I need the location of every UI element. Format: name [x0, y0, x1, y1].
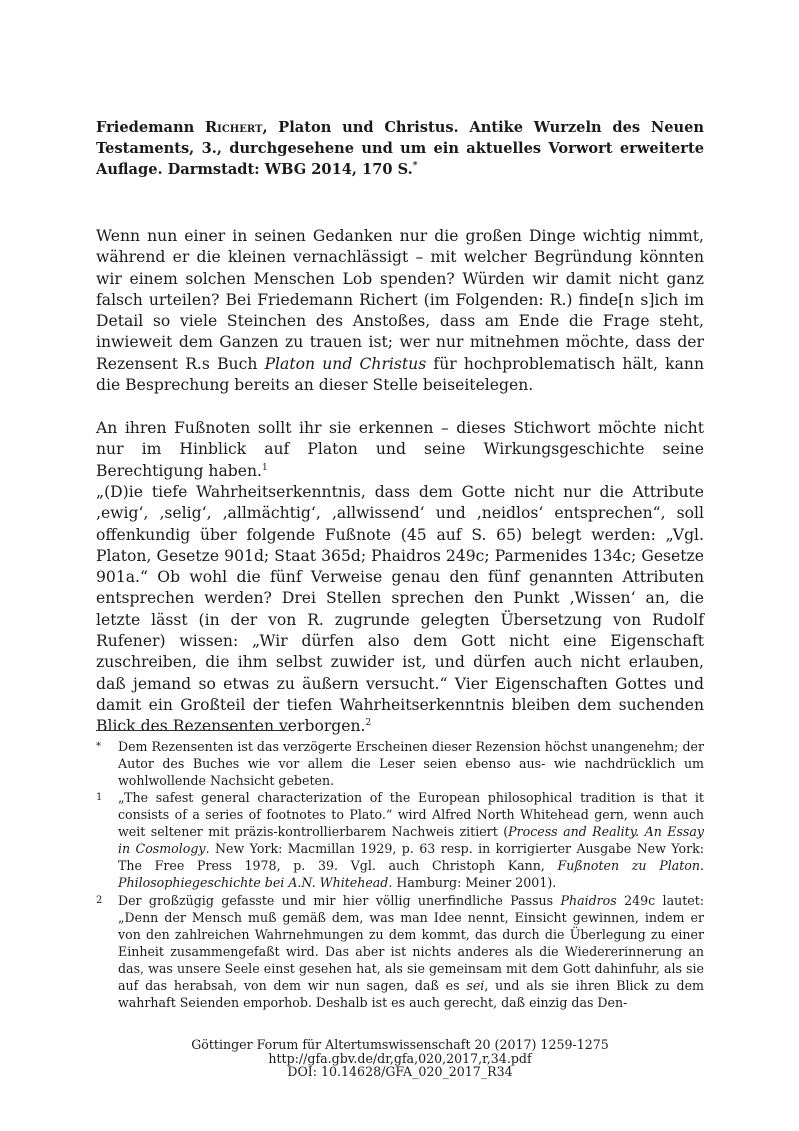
footnote-divider — [96, 730, 289, 731]
paragraph-2 — [96, 418, 704, 482]
paragraph-1-text: Wenn nun einer in seinen Gedanken nur die großen Dinge wichtig nimmt, während er die kleinen vernachlässigt – mit welcher Begründung könnten wir einem solchen Menschen Lob spenden? Würden wir damit nicht ganz falsch urteilen? Bei Friedemann Richert (im Folgenden: R.) finde[n s]ich im Detail so viele Steinchen des Anstoßes, dass am Ende die Frage steht, inwieweit dem Ganzen zu trauen ist; wer nur mitnehmen möchte, dass der Rezensent R.s Buch — [96, 227, 704, 373]
footnote-1-part-c: . New York: Macmillan 1929, p. 63 resp. in korrigierter Ausgabe New York: The Free Press 1978, p. 39. Vgl. auch Christoph Kann, — [118, 841, 705, 873]
paragraph-1 — [96, 226, 704, 396]
paragraph-1-end: für hochproblematisch hält, kann die Besprechung bereits an dieser Stelle beiseitelegen. — [96, 354, 705, 395]
book-title: , Platon und Christus. Antike Wurzeln des Neuen Testaments, 3., durchgesehene und um ein aktuelles Vorwort erweiterte Auflage. Darmstadt: WBG 2014, 170 S. — [96, 119, 705, 178]
footnote-2-italic-sei: sei — [466, 978, 485, 993]
footnote-mark: 1 — [96, 792, 103, 803]
footnote-mark: * — [96, 741, 101, 752]
page-footer — [96, 1038, 704, 1079]
footnote-2-part-e: , und als sie ihren Blick zu dem wahrhaft Seienden emporhob. Deshalb ist es auch gerecht, daß einzig das Den- — [118, 978, 705, 1010]
footnote-1-part-e: . Hamburg: Meiner 2001). — [388, 875, 557, 890]
article-url[interactable]: http://gfa.gbv.de/dr,gfa,020,2017,r,34.pdf — [268, 1050, 532, 1066]
review-heading — [96, 117, 704, 180]
book-title-italic: Platon und Christus — [264, 354, 427, 373]
footnote-2-italic-phaidros: Phaidros — [560, 893, 617, 908]
footnote-text — [118, 892, 704, 1011]
footnote-2-part-c: 249c lautet: „Denn der Mensch muß gemäß dem, was man Idee nennt, Einsicht gewinnen, indem er von den zahlreichen Wahrnehmungen zu dem kommt, das durch die Überlegung zu einer Einheit zusammengefaßt wird. Das aber ist nichts anderes als die Wiedererinnerung an das, was unsere Seele einst gesehen hat, als sie gemeinsam mit dem Gott dahinfuhr, als sie auf das herabsah, von dem wir nun sagen, daß es — [118, 893, 705, 993]
author-first-name: Friedemann — [96, 119, 206, 136]
paragraph-2-text: An ihren Fußnoten sollt ihr sie erkennen – dieses Stichwort möchte nicht nur im Hinblick auf Platon und seine Wirkungsgeschichte seine Berechtigung haben. — [96, 419, 704, 480]
author-last-name: Richert — [205, 119, 263, 136]
journal-citation: Göttinger Forum für Altertumswissenschaft 20 (2017) 1259-1275 — [191, 1037, 609, 1052]
footnote-mark: 2 — [96, 895, 103, 906]
footnote-2 — [96, 892, 704, 1011]
footnote-text — [118, 789, 704, 891]
footnote-ref-1[interactable]: 1 — [261, 462, 268, 473]
footnote-2-part-a: Der großzügig gefasste und mir hier völlig unerfindliche Passus — [118, 893, 561, 908]
footnote-1 — [96, 789, 704, 891]
footnote-ref-star[interactable]: * — [412, 161, 418, 172]
article-doi[interactable]: DOI: 10.14628/GFA_020_2017_R34 — [287, 1064, 513, 1079]
footnote-star — [96, 738, 704, 789]
footnote-text: Dem Rezensenten ist das verzögerte Erscheinen dieser Rezension höchst unangenehm; der Autor des Buches wie vor allem die Leser seien ebenso aus- wie nachdrücklich um wohlwollende Nachsicht gebeten. — [118, 739, 704, 788]
footnote-ref-2[interactable]: 2 — [365, 718, 372, 729]
paragraph-3 — [96, 482, 704, 738]
footnote-1-part-a: „The safest general characterization of the European philosophical tradition is that it consists of a series of footnotes to Plato.“ wird Alfred North Whitehead gern, wenn auch weit seltener mit präzis-kontrollierbarem Nachweis zitiert ( — [118, 790, 704, 839]
paragraph-3-text: „(D)ie tiefe Wahrheitserkenntnis, dass dem Gotte nicht nur die Attribute ‚ewig‘, ‚selig‘, ‚allmächtig‘, ‚allwissend‘ und ‚neidlos‘ entsprechen“, soll offenkundig über folgende Fußnote (45 auf S. 65) belegt werden: „Vgl. Platon, Gesetze 901d; Staat 365d; Phaidros 249c; Parmenides 134c; Gesetze 901a.“ Ob wohl die fünf Verweise genau den fünf genannten Attributen entsprechen werden? Drei Stellen sprechen den Punkt ‚Wissen‘ an, die letzte lässt (in der von R. zugrunde gelegten Übersetzung von Rudolf Rufener) wissen: „Wir dürfen also dem Gott nicht eine Eigenschaft zuschreiben, die ihm selbst zuwider ist, und dürfen auch nicht erlauben, daß jemand so etwas zu äußern versucht.“ Vier Eigenschaften Gottes und damit ein Großteil der tiefen Wahrheitserkenntnis bleiben dem suchenden Blick des Rezensenten verborgen. — [96, 483, 704, 736]
footnote-1-italic-kann: Fußnoten zu Platon. Philosophiegeschichte bei A.N. Whitehead — [118, 858, 704, 890]
footnote-1-italic-title: Process and Reality. An Essay in Cosmology — [118, 824, 705, 856]
